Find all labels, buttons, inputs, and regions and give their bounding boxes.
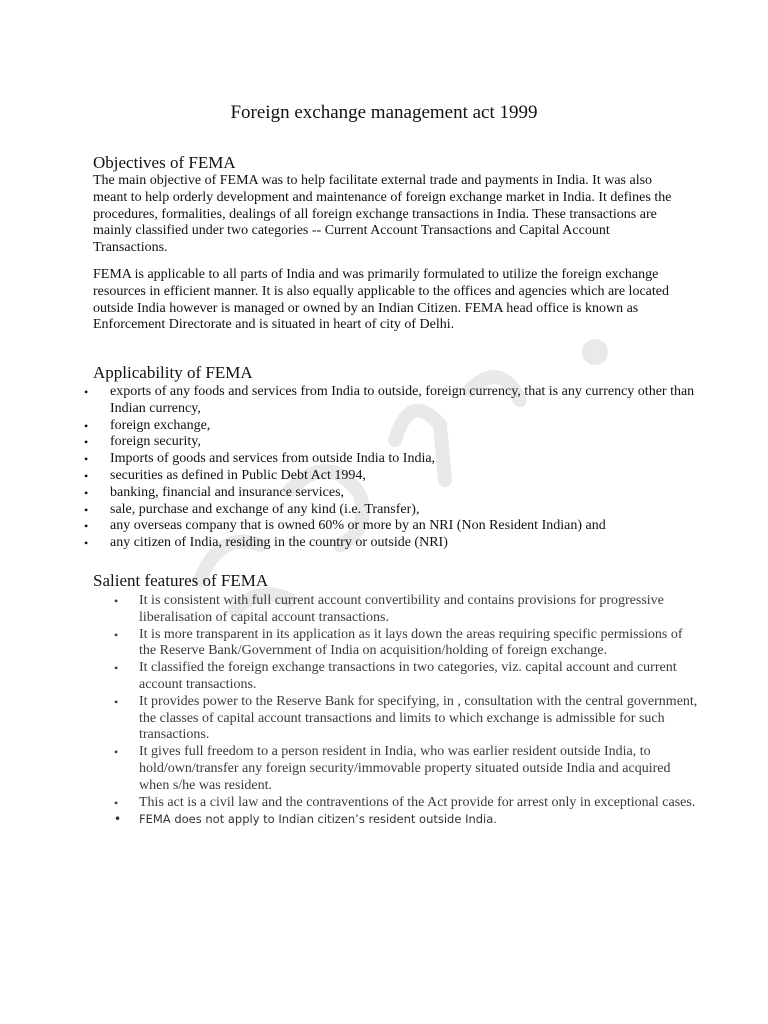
list-item (0, 795, 700, 812)
bullet-icon: • (84, 468, 89, 483)
list-item-text: Imports of goods and services from outside India to India, (110, 451, 436, 467)
bullet-icon: • (114, 745, 119, 760)
list-item-text: It is more transparent in its application as it lays down the areas requiring specific permissions of the Reserve Bank/Government of India on acquisition/holding of foreign exchange. (139, 626, 683, 659)
list-item-text: securities as defined in Public Debt Act 1994, (110, 467, 366, 483)
list-item-text: banking, financial and insurance services, (110, 484, 345, 500)
bullet-icon: • (114, 627, 119, 642)
document-title: Foreign exchange management act 1999 (230, 102, 538, 123)
list-item (0, 660, 700, 694)
list-item (0, 811, 700, 828)
list-item (0, 451, 700, 468)
list-item-text: It gives full freedom to a person resident in India, who was earlier resident outside India, to hold/own/transfer any foreign security/immovable property situated outside India and acquired when s/he was resident. (139, 744, 671, 793)
objectives-heading: Objectives of FEMA (93, 153, 236, 172)
bullet-icon: • (84, 418, 89, 433)
objectives-paragraph-2: FEMA is applicable to all parts of India and was primarily formulated to utilize the foreign exchange resources in efficient manner. It is also equally applicable to the offices and agencies which are located outside India however is managed or owned by an Indian Citizen. FEMA head office is known as Enforcement Directorate and is situated in heart of city of Delhi. (93, 267, 669, 333)
list-item (0, 627, 700, 661)
objectives-paragraph-1: The main objective of FEMA was to help facilitate external trade and payments in India. It was also meant to help orderly development and maintenance of foreign exchange market in India. It defines the procedures, formalities, dealings of all foreign exchange transactions in India. These transactions are mainly classified under two categories -- Current Account Transactions and Capital Account Transactions. (93, 173, 672, 256)
bullet-icon: • (114, 661, 119, 676)
list-item (0, 744, 700, 794)
list-item-text: FEMA does not apply to Indian citizen’s resident outside India. (139, 812, 497, 827)
list-item (0, 518, 700, 535)
bullet-icon: • (84, 485, 89, 500)
list-item-text: any overseas company that is owned 60% or more by an NRI (Non Resident Indian) and (110, 518, 606, 534)
list-item (0, 694, 700, 744)
list-item-text: sale, purchase and exchange of any kind (i.e. Transfer), (110, 501, 420, 517)
bullet-icon: • (84, 385, 89, 399)
bullet-icon: • (114, 694, 119, 709)
bullet-icon: • (114, 795, 119, 810)
salient-heading: Salient features of FEMA (93, 571, 269, 590)
bullet-icon: • (84, 519, 89, 534)
list-item-text: foreign security, (110, 434, 201, 450)
list-item (0, 502, 700, 519)
list-item-text: It is consistent with full current account convertibility and contains provisions for progressive liberalisation of capital account transactions. (139, 593, 664, 625)
list-item (0, 593, 700, 627)
list-item-text: It provides power to the Reserve Bank for specifying, in , consultation with the central government, the classes of capital account transactions and limits to which exchange is admissible for such transactions. (139, 693, 698, 743)
bullet-icon: • (84, 536, 89, 551)
applicability-list (0, 384, 700, 552)
list-item (0, 434, 700, 451)
bullet-icon: • (84, 452, 89, 467)
list-item-text: foreign exchange, (110, 417, 211, 433)
salient-features-list (0, 593, 700, 828)
bullet-icon: • (114, 812, 122, 827)
bullet-icon: • (84, 435, 89, 450)
bullet-icon: • (114, 594, 119, 608)
list-item-text: any citizen of India, residing in the country or outside (NRI) (110, 535, 448, 551)
list-item (0, 418, 700, 435)
bullet-icon: • (84, 502, 89, 517)
list-item-text: It classified the foreign exchange transactions in two categories, viz. capital account and current account transactions. (139, 660, 677, 692)
applicability-heading: Applicability of FEMA (93, 363, 253, 382)
list-item (0, 535, 700, 552)
list-item-text: This act is a civil law and the contraventions of the Act provide for arrest only in exceptional cases. (139, 794, 696, 810)
list-item (0, 468, 700, 485)
list-item (0, 485, 700, 502)
list-item (0, 384, 700, 418)
list-item-text: exports of any foods and services from India to outside, foreign currency, that is any currency other than Indian currency, (110, 384, 695, 416)
